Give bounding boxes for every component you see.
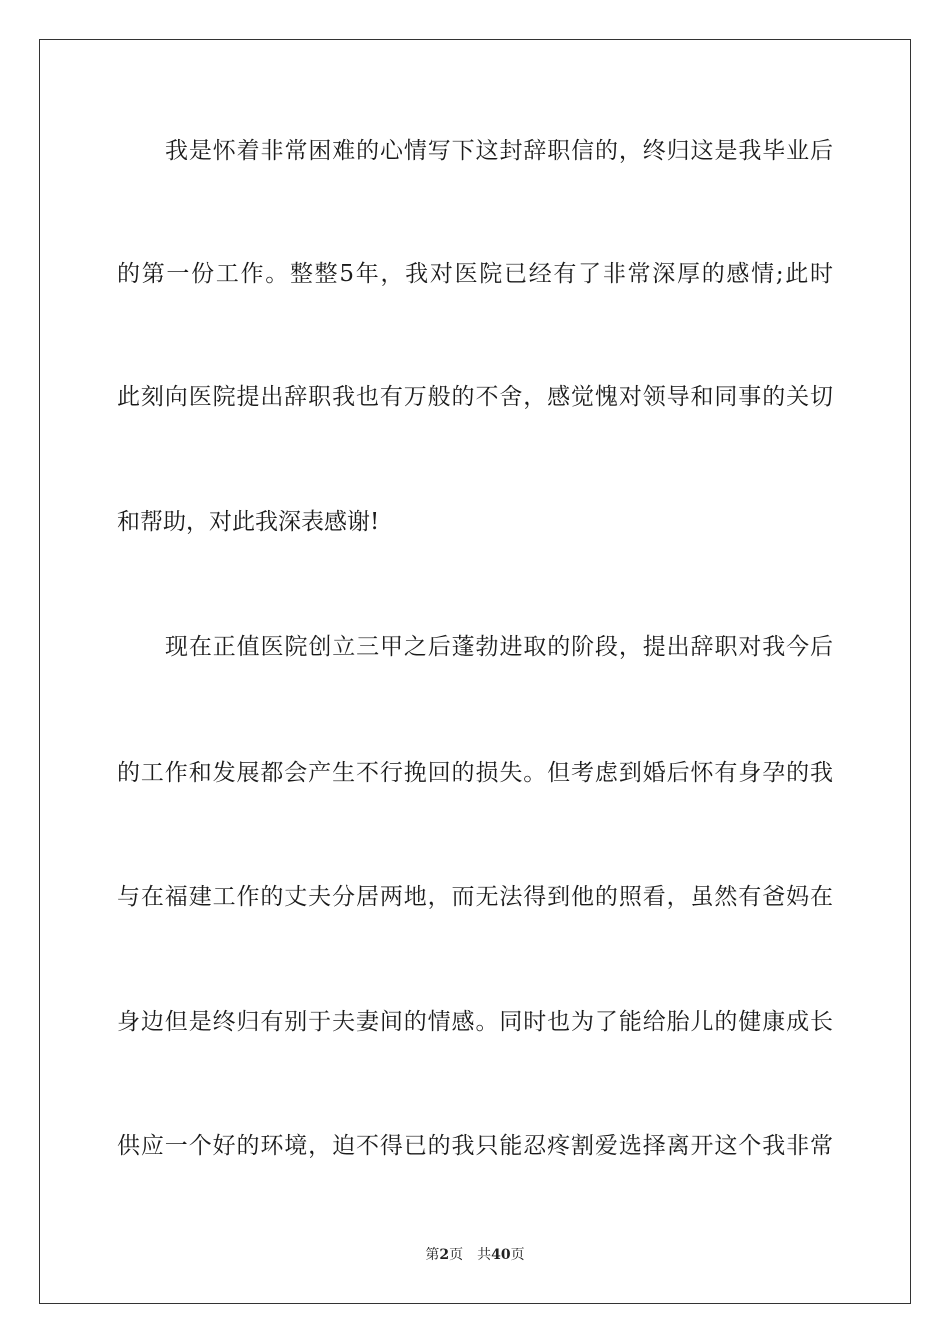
- page-suffix: 页: [449, 1247, 464, 1263]
- page-number: 2: [439, 1247, 450, 1263]
- total-suffix: 页: [510, 1247, 525, 1263]
- total-prefix: 共: [477, 1247, 492, 1263]
- total-pages: 40: [491, 1247, 511, 1263]
- paragraph-2-line-5: 供应一个好的环境，迫不得已的我只能忍疼割爱选择离开这个我非常: [117, 1133, 833, 1159]
- paragraph-2-line-1: 现在正值医院创立三甲之后蓬勃进取的阶段，提出辞职对我今后: [165, 634, 833, 660]
- page-border: [39, 39, 911, 1304]
- paragraph-2-line-3: 与在福建工作的丈夫分居两地，而无法得到他的照看，虽然有爸妈在: [117, 884, 833, 910]
- paragraph-1-line-4: 和帮助，对此我深表感谢!: [117, 509, 380, 535]
- paragraph-2-line-2: 的工作和发展都会产生不行挽回的损失。但考虑到婚后怀有身孕的我: [117, 760, 833, 786]
- paragraph-1-line-1: 我是怀着非常困难的心情写下这封辞职信的，终归这是我毕业后: [165, 138, 833, 164]
- page-footer: [0, 1246, 950, 1264]
- page-prefix: 第: [425, 1247, 440, 1263]
- paragraph-1-line-3: 此刻向医院提出辞职我也有万般的不舍，感觉愧对领导和同事的关切: [117, 384, 833, 410]
- paragraph-1-line-2: 的第一份工作。整整5年，我对医院已经有了非常深厚的感情;此时: [117, 261, 833, 287]
- paragraph-2-line-4: 身边但是终归有别于夫妻间的情感。同时也为了能给胎儿的健康成长: [117, 1009, 833, 1035]
